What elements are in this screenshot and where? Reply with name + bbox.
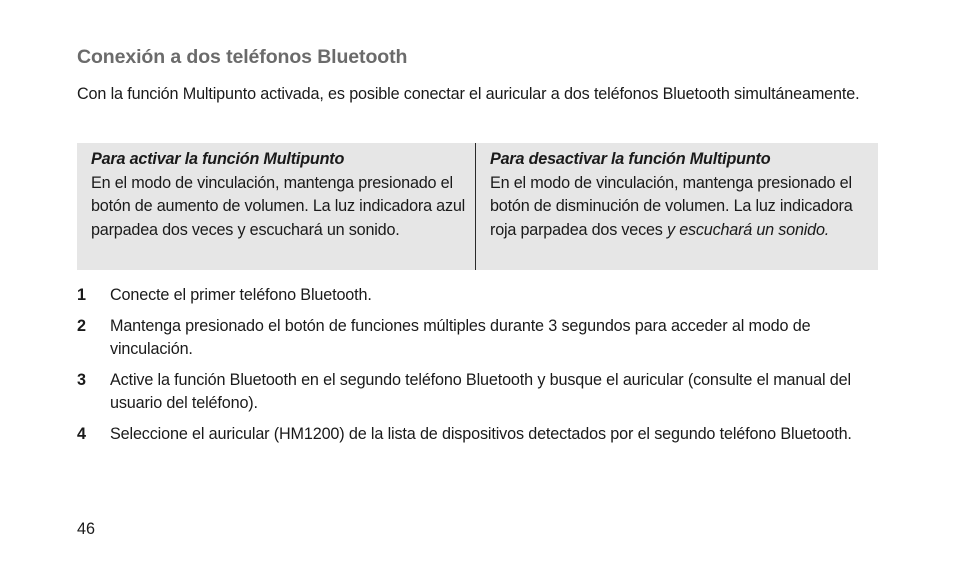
activate-multipoint-title: Para activar la función Multipunto (91, 150, 345, 168)
deactivate-multipoint-column (476, 143, 878, 270)
step-number: 3 (77, 370, 86, 389)
multipoint-info-panel (77, 143, 878, 270)
step-text: Mantenga presionado el botón de funciones múltiples durante 3 segundos para acceder al modo de vinculación. (110, 316, 811, 358)
deactivate-multipoint-body-italic: y escuchará un sonido. (667, 220, 830, 239)
list-item (77, 369, 877, 416)
step-text: Conecte el primer teléfono Bluetooth. (110, 286, 372, 304)
step-number: 4 (77, 424, 86, 443)
deactivate-multipoint-body: En el modo de vinculación, mantenga presionado el botón de disminución de volumen. La luz indicadora roja parpadea dos veces (490, 173, 853, 239)
steps-list (77, 284, 877, 453)
step-text: Active la función Bluetooth en el segundo teléfono Bluetooth y busque el auricular (consulte el manual del usuario del teléfono). (110, 370, 851, 412)
list-item (77, 284, 877, 308)
activate-multipoint-column (77, 143, 476, 270)
step-number: 1 (77, 286, 86, 304)
section-heading: Conexión a dos teléfonos Bluetooth (77, 46, 408, 68)
deactivate-multipoint-title: Para desactivar la función Multipunto (490, 150, 771, 168)
step-number: 2 (77, 316, 86, 335)
page-number: 46 (77, 520, 96, 538)
intro-paragraph: Con la función Multipunto activada, es posible conectar el auricular a dos teléfonos Bluetooth simultáneamente. (77, 85, 860, 103)
list-item (77, 315, 877, 362)
list-item (77, 423, 877, 447)
activate-multipoint-body: En el modo de vinculación, mantenga presionado el botón de aumento de volumen. La luz indicadora azul parpadea dos veces y escuchará un sonido. (91, 173, 466, 239)
step-text: Seleccione el auricular (HM1200) de la lista de dispositivos detectados por el segundo teléfono Bluetooth. (110, 424, 852, 443)
